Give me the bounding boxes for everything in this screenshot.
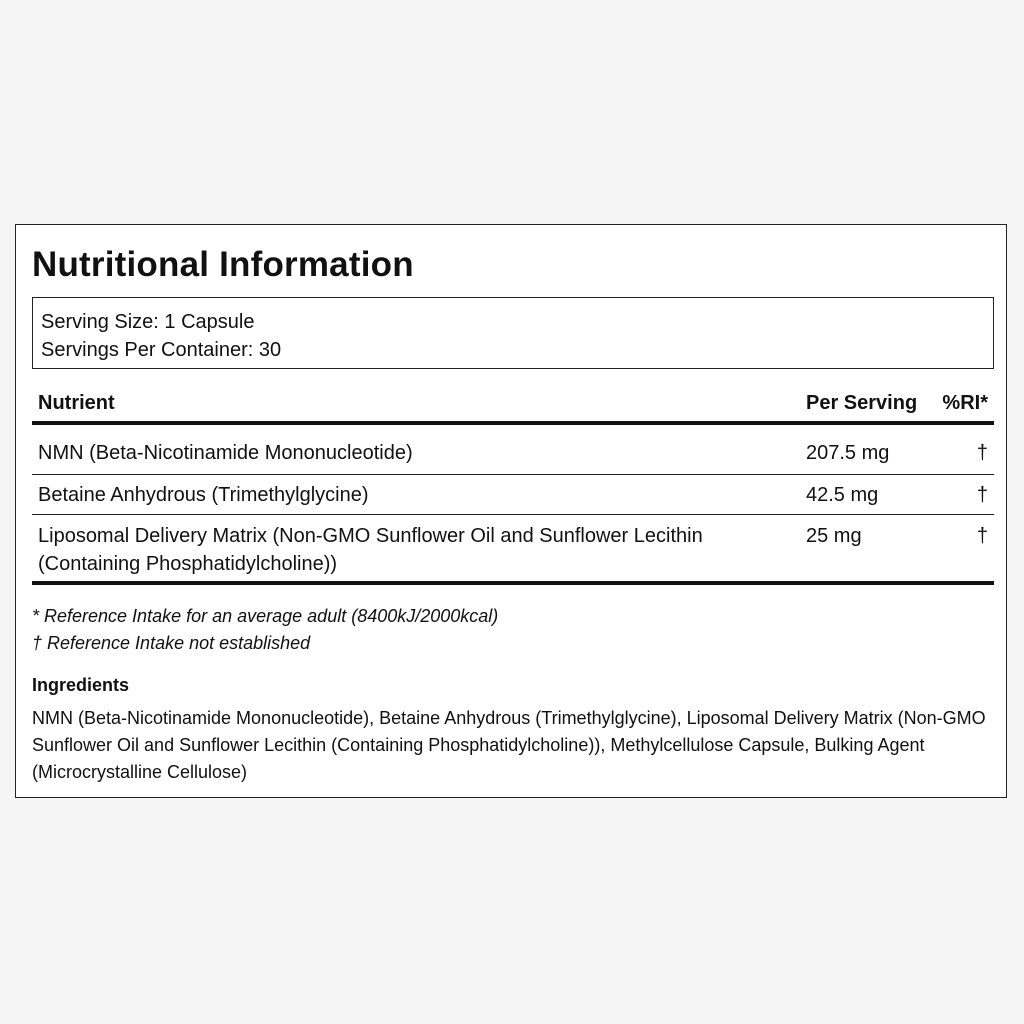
nutrient-ri: †: [976, 525, 988, 547]
serving-size: Serving Size: 1 Capsule: [41, 311, 255, 333]
table-header-row: [32, 377, 994, 425]
nutrient-amount: 25 mg: [806, 525, 862, 547]
nutrient-table: [32, 377, 994, 585]
nutrient-ri: †: [976, 484, 988, 506]
nutrient-amount: 42.5 mg: [806, 484, 879, 506]
header-nutrient: Nutrient: [38, 392, 115, 414]
nutrient-name: NMN (Beta-Nicotinamide Mononucleotide): [38, 442, 413, 464]
ingredients-text: NMN (Beta-Nicotinamide Mononucleotide), Betaine Anhydrous (Trimethylglycine), Liposomal Delivery Matrix (Non-GMO Sunflower Oil and Sunflower Lecithin (Containing Phosphatidylcholine)), Methylcellulose Capsule, Bulking Agent (Microcrystalline Cellulose): [32, 708, 986, 782]
table-row: [32, 475, 994, 515]
servings-per-container: Servings Per Container: 30: [41, 339, 282, 361]
header-ri: %RI*: [942, 392, 988, 414]
nutrition-panel: [15, 224, 1007, 798]
nutrient-name: Betaine Anhydrous (Trimethylglycine): [38, 484, 369, 506]
table-row: [32, 425, 994, 475]
footnote-ri-not-established: † Reference Intake not established: [32, 633, 311, 653]
footnotes: [32, 603, 498, 657]
nutrient-amount: 207.5 mg: [806, 442, 890, 464]
table-row: [32, 515, 994, 585]
nutrient-ri: †: [976, 442, 988, 464]
ingredients-heading: Ingredients: [32, 675, 130, 695]
header-per-serving: Per Serving: [806, 392, 918, 414]
nutrient-name: Liposomal Delivery Matrix (Non-GMO Sunflower Oil and Sunflower Lecithin (Containing Phosphatidylcholine)): [38, 525, 703, 575]
serving-info-box: [32, 297, 994, 369]
footnote-ri-reference: * Reference Intake for an average adult (8400kJ/2000kcal): [32, 606, 499, 626]
page-title: Nutritional Information: [32, 245, 414, 284]
